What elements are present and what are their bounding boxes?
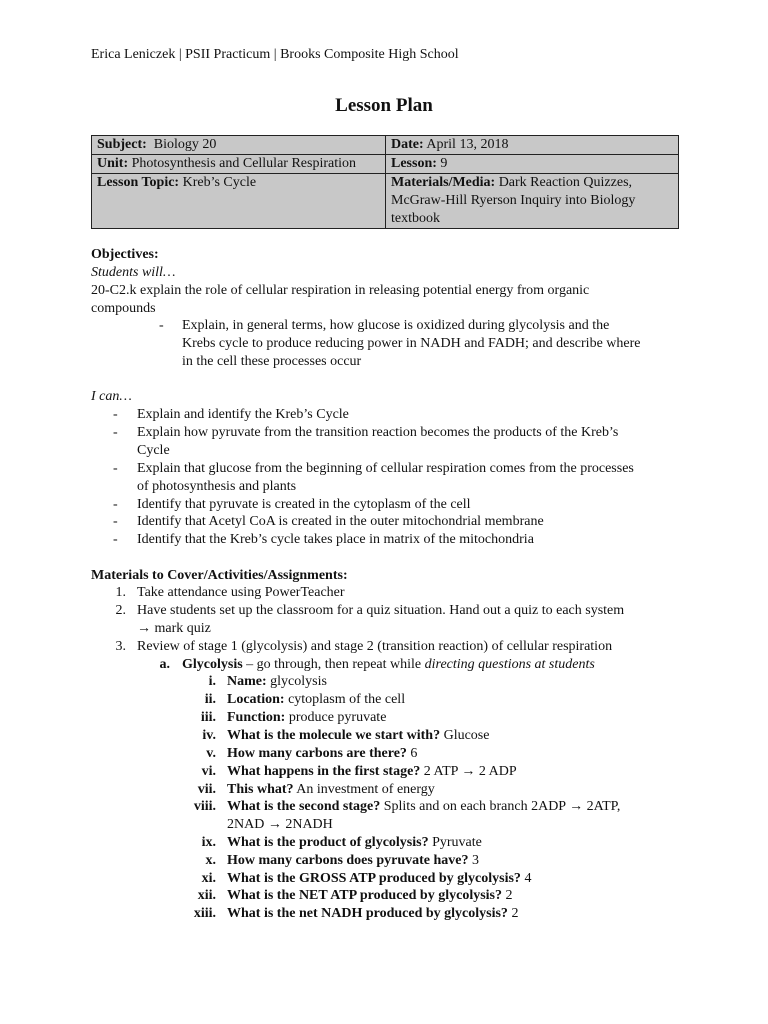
subject-label: Subject: — [97, 137, 147, 152]
glycolysis-italic-text: directing questions at students — [424, 657, 595, 672]
roman-numeral: x. — [205, 853, 216, 868]
roman-numeral: iii. — [200, 710, 216, 725]
answer-text: glycolysis — [266, 674, 327, 689]
topic-cell — [92, 174, 386, 229]
answer-text: Glucose — [440, 728, 490, 743]
materials-line1: Dark Reaction Quizzes, — [498, 175, 633, 190]
answer-text: 3 — [468, 853, 480, 868]
outcome-line1: 20-C2.k explain the role of cellular respiration in releasing potential energy from organic — [91, 283, 590, 298]
lesson-info-table — [91, 135, 679, 229]
materials-line3: textbook — [391, 211, 440, 226]
list-number: 3. — [115, 639, 126, 654]
glycolysis-line — [182, 656, 595, 674]
sub-outcome-line1: Explain, in general terms, how glucose is oxidized during glycolysis and the — [182, 318, 610, 333]
roman-numeral: i. — [208, 674, 216, 689]
unit-cell — [92, 155, 386, 174]
page-title: Lesson Plan — [335, 95, 433, 116]
question-8-continuation: 2NAD → 2NADH — [227, 817, 333, 832]
roman-numeral: viii. — [193, 799, 216, 814]
unit-value: Photosynthesis and Cellular Respiration — [131, 156, 356, 171]
page-header: Erica Leniczek | PSII Practicum | Brooks Composite High School — [91, 47, 459, 62]
question-line — [227, 763, 517, 781]
roman-numeral: v. — [206, 746, 216, 761]
question-line — [227, 727, 489, 745]
roman-numeral: iv. — [202, 728, 216, 743]
bullet-dash: - — [113, 407, 118, 422]
objectives-heading: Objectives: — [91, 247, 159, 262]
i-can-item-2b: Cycle — [137, 443, 170, 458]
question-line — [227, 834, 482, 852]
question-text: How many carbons are there? — [227, 746, 407, 761]
question-text: How many carbons does pyruvate have? — [227, 853, 469, 868]
roman-numeral: xi. — [201, 871, 216, 886]
i-can-item-3b: of photosynthesis and plants — [137, 479, 297, 494]
sub-outcome-line2: Krebs cycle to produce reducing power in NADH and FADH; and describe where — [182, 336, 641, 351]
question-line — [227, 870, 531, 888]
roman-numeral: vi. — [201, 764, 216, 779]
question-line — [227, 673, 327, 691]
roman-numeral: xii. — [197, 888, 216, 903]
materials-label: Materials/Media: — [391, 175, 496, 190]
materials-cell — [386, 174, 679, 229]
question-text: This what? — [227, 782, 294, 797]
date-label: Date: — [391, 137, 424, 152]
answer-text: 2 — [507, 906, 519, 921]
topic-label: Lesson Topic: — [97, 175, 180, 190]
materials-heading: Materials to Cover/Activities/Assignments: — [91, 568, 348, 583]
answer-text: produce pyruvate — [285, 710, 387, 725]
answer-text: Splits and on each branch 2ADP → 2ATP, — [380, 799, 621, 814]
question-line — [227, 745, 417, 763]
lesson-cell — [386, 155, 679, 174]
bullet-dash: - — [113, 497, 118, 512]
bullet-dash: - — [113, 425, 118, 440]
date-cell — [386, 136, 679, 155]
lesson-label: Lesson: — [391, 156, 437, 171]
question-line — [227, 798, 620, 816]
date-value: April 13, 2018 — [426, 137, 509, 152]
unit-label: Unit: — [97, 156, 129, 171]
lesson-value: 9 — [440, 156, 448, 171]
question-text: What is the NET ATP produced by glycolysis? — [227, 888, 502, 903]
glycolysis-text: – go through, then repeat while — [242, 657, 425, 672]
question-line — [227, 905, 518, 923]
question-line — [227, 852, 479, 870]
question-text: What happens in the first stage? — [227, 764, 421, 779]
topic-value: Kreb’s Cycle — [182, 175, 257, 190]
question-text: What is the net NADH produced by glycolysis? — [227, 906, 508, 921]
roman-numeral: xiii. — [193, 906, 216, 921]
list-number: 2. — [115, 603, 126, 618]
glycolysis-label: Glycolysis — [182, 657, 243, 672]
roman-numeral: ii. — [204, 692, 216, 707]
question-line — [227, 781, 435, 799]
i-can-label: I can… — [91, 389, 132, 404]
question-text: Function: — [227, 710, 286, 725]
bullet-dash: - — [113, 514, 118, 529]
roman-numeral: ix. — [201, 835, 216, 850]
question-text: Name: — [227, 674, 267, 689]
list-letter: a. — [159, 657, 170, 672]
question-text: What is the GROSS ATP produced by glycolysis? — [227, 871, 521, 886]
answer-text: 4 — [520, 871, 532, 886]
answer-text: An investment of energy — [293, 782, 435, 797]
materials-item-2a: Have students set up the classroom for a quiz situation. Hand out a quiz to each system — [137, 603, 625, 618]
materials-line2: McGraw-Hill Ryerson Inquiry into Biology — [391, 193, 636, 208]
question-text: What is the product of glycolysis? — [227, 835, 429, 850]
bullet-dash: - — [113, 532, 118, 547]
question-line — [227, 691, 405, 709]
answer-text: Pyruvate — [428, 835, 482, 850]
answer-text: 6 — [406, 746, 418, 761]
question-line — [227, 887, 513, 905]
outcome-line2: compounds — [91, 301, 156, 316]
roman-numeral: vii. — [197, 782, 216, 797]
bullet-dash: - — [113, 461, 118, 476]
students-will-label: Students will… — [91, 265, 176, 280]
i-can-item-3a: Explain that glucose from the beginning of cellular respiration comes from the processes — [137, 461, 634, 476]
materials-item-2b: → mark quiz — [137, 621, 211, 636]
answer-text: 2 — [502, 888, 513, 903]
materials-item-1: Take attendance using PowerTeacher — [137, 585, 345, 600]
i-can-item-2a: Explain how pyruvate from the transition reaction becomes the products of the Kreb’s — [137, 425, 619, 440]
question-text: Location: — [227, 692, 285, 707]
i-can-item-1: Explain and identify the Kreb’s Cycle — [137, 407, 349, 422]
list-number: 1. — [115, 585, 126, 600]
bullet-dash: - — [159, 318, 164, 333]
subject-cell — [92, 136, 386, 155]
answer-text: cytoplasm of the cell — [284, 692, 406, 707]
sub-outcome-line3: in the cell these processes occur — [182, 354, 362, 369]
question-line — [227, 709, 386, 727]
i-can-item-4: Identify that pyruvate is created in the cytoplasm of the cell — [137, 497, 471, 512]
i-can-item-5: Identify that Acetyl CoA is created in the outer mitochondrial membrane — [137, 514, 544, 529]
question-text: What is the molecule we start with? — [227, 728, 441, 743]
answer-text: 2 ATP → 2 ADP — [420, 764, 517, 779]
question-text: What is the second stage? — [227, 799, 381, 814]
materials-item-3: Review of stage 1 (glycolysis) and stage 2 (transition reaction) of cellular respiration — [137, 639, 613, 654]
subject-value: Biology 20 — [153, 137, 217, 152]
i-can-item-6: Identify that the Kreb’s cycle takes place in matrix of the mitochondria — [137, 532, 534, 547]
